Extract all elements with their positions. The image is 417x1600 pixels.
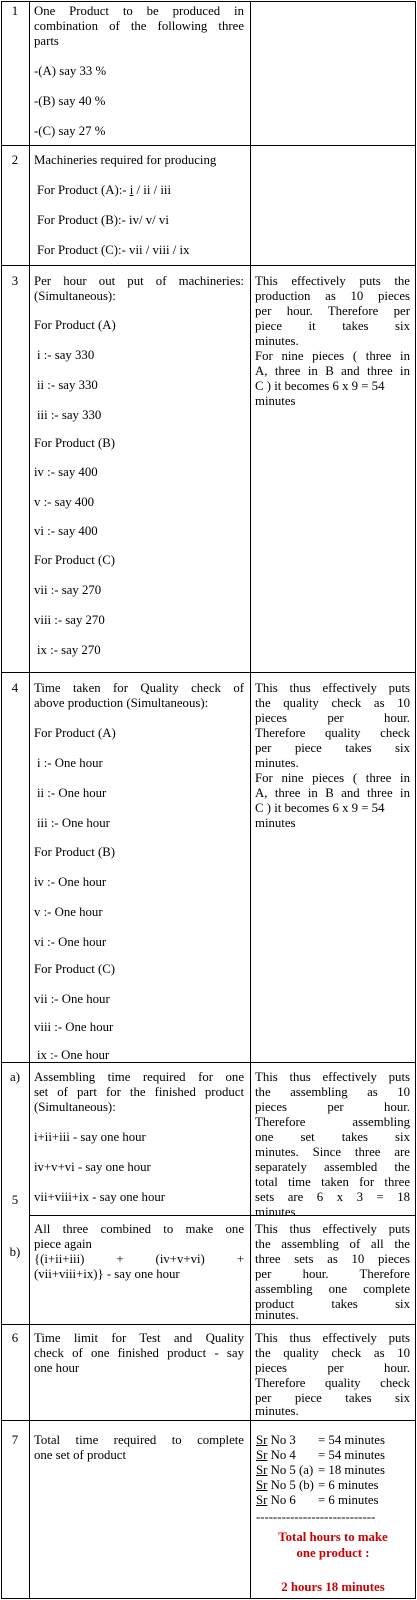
row-4-item: viii :- One hour [34,1020,114,1034]
summary-sr-abbrev: Sr [256,1478,268,1492]
row-5a-title-line: set of part for the finished product [34,1085,244,1099]
row-4-title-line: above production (Simultaneous): [34,696,209,710]
row-divider-5a-5b [30,1215,416,1216]
total-line: Total hours to make [278,1530,388,1544]
row-4-group-heading: For Product (B) [34,845,116,859]
row-2-line-underlined: i [129,183,134,197]
row-3-item: vii :- say 270 [34,583,102,597]
column-divider-sr [29,1,30,1599]
row-1-number: 1 [11,4,19,18]
row-divider-2-3 [1,265,416,266]
row-5b-note-line: assembling one complete [255,1282,410,1296]
summary-value: = 6 minutes [318,1493,379,1507]
row-5-number: 5 [11,1193,19,1207]
row-3-group-heading: For Product (B) [34,436,116,450]
row-3-title-line: Per hour out put of machineries: [34,274,244,288]
row-3-group-heading: For Product (A) [34,318,116,332]
row-4-note-line: A, three in B and three in [255,786,410,800]
row-4-item: ii :- One hour [37,786,107,800]
row-3-item: ix :- say 270 [37,643,101,657]
row-5a-item: i+ii+iii - say one hour [34,1130,146,1144]
row-5b-note-line: product takes six [255,1297,410,1311]
row-5a-note-line: Therefore assembling [255,1115,410,1129]
row-3-note-line: C ) it becomes 6 x 9 = 54 [255,379,385,393]
row-5a-note-line: total time taken for three [255,1175,410,1189]
row-4-note-line: minutes. [255,756,299,770]
row-4-number: 4 [11,681,19,695]
row-3-item: vi :- say 400 [34,524,98,538]
total-line: one product : [296,1546,370,1560]
row-7-desc-line: one set of product [34,1448,127,1462]
row-1-part: -(C) say 27 % [34,124,106,138]
table-border-left [1,1,2,1599]
summary-row [256,1448,385,1463]
summary-value: = 18 minutes [318,1463,385,1477]
row-2-number: 2 [11,153,19,167]
row-4-note-line: the quality check as 10 [255,696,410,710]
row-3-note-line: minutes [255,394,296,408]
row-3-note-line: A, three in B and three in [255,364,410,378]
row-1-title-line: combination of the following three [34,19,244,33]
summary-value: = 54 minutes [318,1448,385,1462]
table-border-bottom [1,1598,416,1599]
summary-sr-abbrev: Sr [256,1448,268,1462]
row-3-note-line: For nine pieces ( three in [255,349,410,363]
row-5b-note-line: per hour. Therefore [255,1267,410,1281]
row-4-note-line: Therefore quality check [255,726,410,740]
row-5a-label: a) [10,1070,20,1084]
row-4-title-line: Time taken for Quality check of [34,681,244,695]
row-3-item: ii :- say 330 [37,378,98,392]
row-4-note-line: For nine pieces ( three in [255,771,410,785]
summary-sr-abbrev: Sr [256,1493,268,1507]
total-line: 2 hours 18 minutes [281,1580,385,1594]
summary-row [256,1463,385,1478]
row-5b-desc-line: piece again [34,1237,92,1251]
row-4-item: vi :- One hour [34,935,107,949]
summary-label: No 6 [267,1493,296,1507]
summary-value: = 54 minutes [318,1433,385,1447]
summary-separator: ---------------------------- [256,1510,376,1524]
row-5a-note-line: minutes. Since three are [255,1145,410,1159]
row-1-title-line: One Product to be produced in [34,4,244,18]
row-3-note-line: minutes. [255,334,299,348]
row-5a-note-line: the assembling as 10 [255,1085,410,1099]
row-5a-note-line: sets are 6 x 3 = 18 [255,1190,410,1204]
row-5b-desc-line: All three combined to make one [34,1222,244,1236]
row-6-desc-line: check of one finished product - say [34,1346,244,1360]
row-1-part: -(B) say 40 % [34,94,106,108]
row-6-note-line: pieces per hour. [255,1361,410,1375]
summary-label: No 5 (b) [267,1478,314,1492]
row-5a-note-line: This thus effectively puts [255,1070,410,1084]
row-4-note-line: minutes [255,816,296,830]
row-3-note-line: per hour. Therefore per [255,304,410,318]
row-2-line-suffix: / ii / iii [133,183,172,197]
row-5a-title-line: (Simultaneous): [34,1100,116,1114]
row-4-group-heading: For Product (A) [34,726,116,740]
row-divider-1-2 [1,145,416,146]
summary-row [256,1433,385,1448]
row-3-title-line: (Simultaneous): [34,289,116,303]
row-6-number: 6 [11,1331,19,1345]
summary-row [256,1493,379,1508]
row-4-item: vii :- One hour [34,992,110,1006]
summary-row [256,1478,379,1493]
row-3-item: viii :- say 270 [34,613,105,627]
row-3-number: 3 [11,274,19,288]
row-5b-note-line: This thus effectively puts [255,1222,410,1236]
row-3-note-line: production as 10 pieces [255,289,410,303]
row-5a-title-line: Assembling time required for one [34,1070,244,1084]
row-4-item: v :- One hour [34,905,103,919]
row-2-line-product-a [37,183,171,198]
row-4-note-line: This thus effectively puts [255,681,410,695]
row-5a-note-line: separately assembled the [255,1160,410,1174]
row-5b-desc-line: {(i+ii+iii) + (iv+v+vi) + [34,1252,244,1266]
row-5a-note-line: pieces per hour. [255,1100,410,1114]
row-4-note-line: C ) it becomes 6 x 9 = 54 [255,801,385,815]
row-4-note-line: pieces per hour. [255,711,410,725]
row-5b-note-line: three sets as 10 pieces [255,1252,410,1266]
summary-value: = 6 minutes [318,1478,379,1492]
row-3-item: iii :- say 330 [37,408,102,422]
summary-label: No 4 [267,1448,296,1462]
row-6-desc-line: one hour [34,1361,80,1375]
row-4-group-heading: For Product (C) [34,962,116,976]
row-divider-5-6 [1,1324,416,1325]
row-7-number: 7 [11,1433,19,1447]
column-divider-notes [250,1,251,1599]
summary-label: No 3 [267,1433,296,1447]
row-2-title: Machineries required for producing [34,153,217,167]
table-border-right [415,1,416,1599]
summary-sr-abbrev: Sr [256,1463,268,1477]
row-4-note-line: per piece takes six [255,741,410,755]
summary-sr-abbrev: Sr [256,1433,268,1447]
row-5a-item: iv+v+vi - say one hour [34,1160,151,1174]
row-4-item: iv :- One hour [34,875,107,889]
row-6-desc-line: Time limit for Test and Quality [34,1331,244,1345]
row-5a-note-line: minutes [255,1205,296,1219]
row-5a-note-line: one set takes six [255,1130,410,1144]
row-6-note-line: the quality check as 10 [255,1346,410,1360]
table-border-top [1,1,416,2]
row-1-title-line: parts [34,34,59,48]
row-6-note-line: minutes. [255,1404,299,1418]
row-1-part: -(A) say 33 % [34,64,107,78]
row-6-note-line: Therefore quality check [255,1376,410,1390]
row-3-item: v :- say 400 [34,495,95,509]
row-4-item: iii :- One hour [37,816,110,830]
row-5b-note-line: the assembling of all the [255,1237,410,1251]
row-5b-desc-line: (vii+viii+ix)} - say one hour [34,1267,180,1281]
row-5b-note-line: minutes. [255,1308,299,1322]
summary-label: No 5 (a) [267,1463,314,1477]
row-6-note-line: per piece takes six [255,1391,410,1405]
row-4-item: ix :- One hour [37,1048,110,1062]
row-5a-item: vii+viii+ix - say one hour [34,1190,166,1204]
row-5b-label: b) [9,1245,21,1259]
row-3-note-line: This effectively puts the [255,274,410,288]
row-3-note-line: piece it takes six [255,319,410,333]
row-3-item: iv :- say 400 [34,465,98,479]
row-3-group-heading: For Product (C) [34,553,116,567]
row-3-item: i :- say 330 [37,348,95,362]
row-4-item: i :- One hour [37,756,103,770]
row-2-line-product-c: For Product (C):- vii / viii / ix [37,243,190,257]
row-divider-6-7 [1,1420,416,1421]
row-6-note-line: This thus effectively puts [255,1331,410,1345]
row-7-desc-line: Total time required to complete [34,1433,244,1447]
row-2-line-product-b: For Product (B):- iv/ v/ vi [37,213,169,227]
row-2-line-prefix: For Product (A):- [37,183,130,197]
row-divider-3-4 [1,672,416,673]
